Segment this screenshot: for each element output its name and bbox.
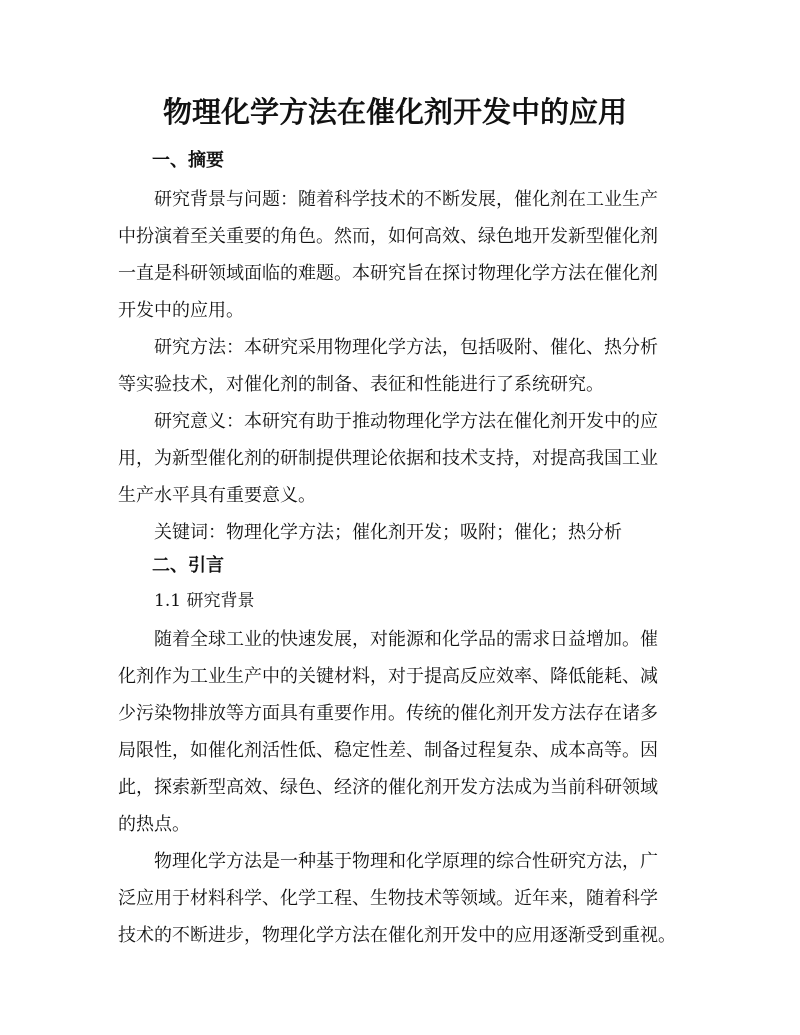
section-heading-introduction: 二、引言 xyxy=(152,555,224,576)
text-line: 少污染物排放等方面具有重要作用。传统的催化剂开发方法存在诸多 xyxy=(118,703,658,724)
subsection-heading-background: 1.1 研究背景 xyxy=(154,591,255,611)
paragraph-method xyxy=(118,329,680,403)
keywords-text: 关键词：物理化学方法；催化剂开发；吸附；催化；热分析 xyxy=(154,522,622,543)
keywords-line xyxy=(118,514,680,551)
text-line: 泛应用于材料科学、化学工程、生物技术等领域。近年来，随着科学 xyxy=(118,888,658,909)
document-title: 物理化学方法在催化剂开发中的应用 xyxy=(162,95,627,129)
text-line: 的热点。 xyxy=(118,814,190,835)
text-line: 生产水平具有重要意义。 xyxy=(118,485,316,506)
text-line: 一直是科研领域面临的难题。本研究旨在探讨物理化学方法在催化剂 xyxy=(118,263,658,284)
paragraph-intro-1 xyxy=(118,621,680,843)
section-heading-abstract: 一、摘要 xyxy=(152,150,224,171)
text-line: 中扮演着至关重要的角色。然而，如何高效、绿色地开发新型催化剂 xyxy=(118,226,658,247)
text-line: 用，为新型催化剂的研制提供理论依据和技术支持，对提高我国工业 xyxy=(118,448,658,469)
text-line: 研究方法：本研究采用物理化学方法，包括吸附、催化、热分析 xyxy=(154,337,658,358)
text-line: 物理化学方法是一种基于物理和化学原理的综合性研究方法，广 xyxy=(154,851,658,872)
text-line: 随着全球工业的快速发展，对能源和化学品的需求日益增加。催 xyxy=(154,629,658,650)
paragraph-background xyxy=(118,181,680,329)
text-line: 此，探索新型高效、绿色、经济的催化剂开发方法成为当前科研领域 xyxy=(118,777,658,798)
document-page xyxy=(118,90,680,954)
text-line: 研究意义：本研究有助于推动物理化学方法在催化剂开发中的应 xyxy=(154,411,658,432)
paragraph-significance xyxy=(118,403,680,514)
paragraph-intro-2 xyxy=(118,843,680,954)
text-line: 开发中的应用。 xyxy=(118,300,244,321)
text-line: 化剂作为工业生产中的关键材料，对于提高反应效率、降低能耗、减 xyxy=(118,666,658,687)
text-line: 局限性，如催化剂活性低、稳定性差、制备过程复杂、成本高等。因 xyxy=(118,740,658,761)
text-line: 等实验技术，对催化剂的制备、表征和性能进行了系统研究。 xyxy=(118,374,604,395)
text-line: 技术的不断进步，物理化学方法在催化剂开发中的应用逐渐受到重视。 xyxy=(118,925,676,946)
text-line: 研究背景与问题：随着科学技术的不断发展，催化剂在工业生产 xyxy=(154,189,658,210)
